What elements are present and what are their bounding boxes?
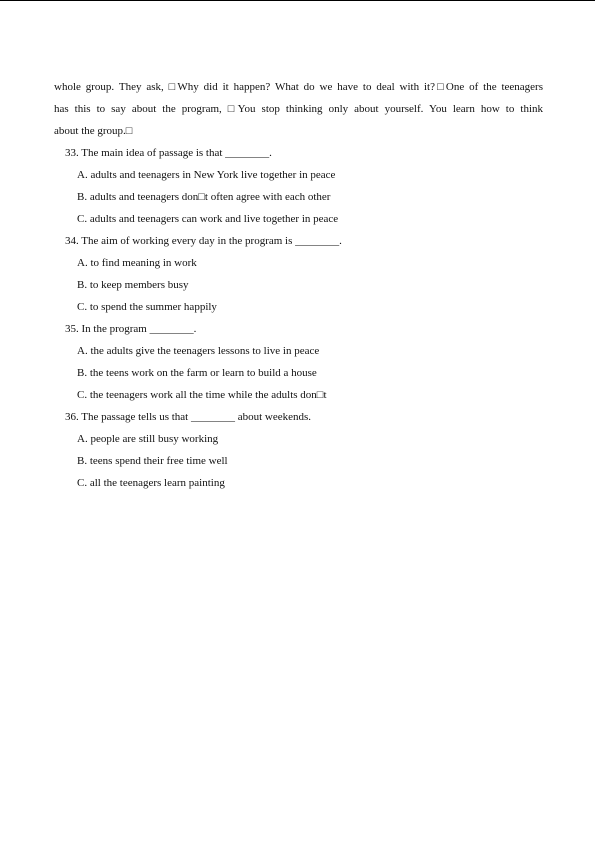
- question-stem: 36. The passage tells us that ________ about weekends.: [65, 411, 312, 423]
- answer-option: A. people are still busy working: [77, 433, 219, 445]
- answer-option: B. teens spend their free time well: [77, 455, 228, 467]
- passage-text: [54, 76, 543, 142]
- question-stem: 33. The main idea of passage is that ________.: [65, 147, 272, 159]
- answer-option: A. to find meaning in work: [77, 257, 197, 269]
- question-stem: 35. In the program ________.: [65, 323, 197, 335]
- answer-option: C. all the teenagers learn painting: [77, 477, 225, 489]
- answer-option: A. the adults give the teenagers lessons to live in peace: [77, 345, 320, 357]
- answer-option: B. adults and teenagers don□t often agree with each other: [77, 191, 331, 203]
- question-36: [54, 406, 543, 494]
- answer-option: C. adults and teenagers can work and live together in peace: [77, 213, 339, 225]
- passage-line: has this to say about the program, □You stop thinking only about yourself. You learn how to think: [54, 103, 543, 115]
- question-list: [54, 142, 543, 494]
- question-stem: 34. The aim of working every day in the program is ________.: [65, 235, 342, 247]
- answer-option: B. to keep members busy: [77, 279, 189, 291]
- passage-line: whole group. They ask, □Why did it happen? What do we have to deal with it?□One of the teenagers: [54, 81, 543, 93]
- passage-line: about the group.□: [54, 125, 133, 137]
- answer-option: A. adults and teenagers in New York live together in peace: [77, 169, 336, 181]
- answer-option: C. the teenagers work all the time while the adults don□t: [77, 389, 327, 401]
- header-rule: [0, 0, 595, 1]
- answer-option: B. the teens work on the farm or learn to build a house: [77, 367, 317, 379]
- question-35: [54, 318, 543, 406]
- question-34: [54, 230, 543, 318]
- answer-option: C. to spend the summer happily: [77, 301, 217, 313]
- question-33: [54, 142, 543, 230]
